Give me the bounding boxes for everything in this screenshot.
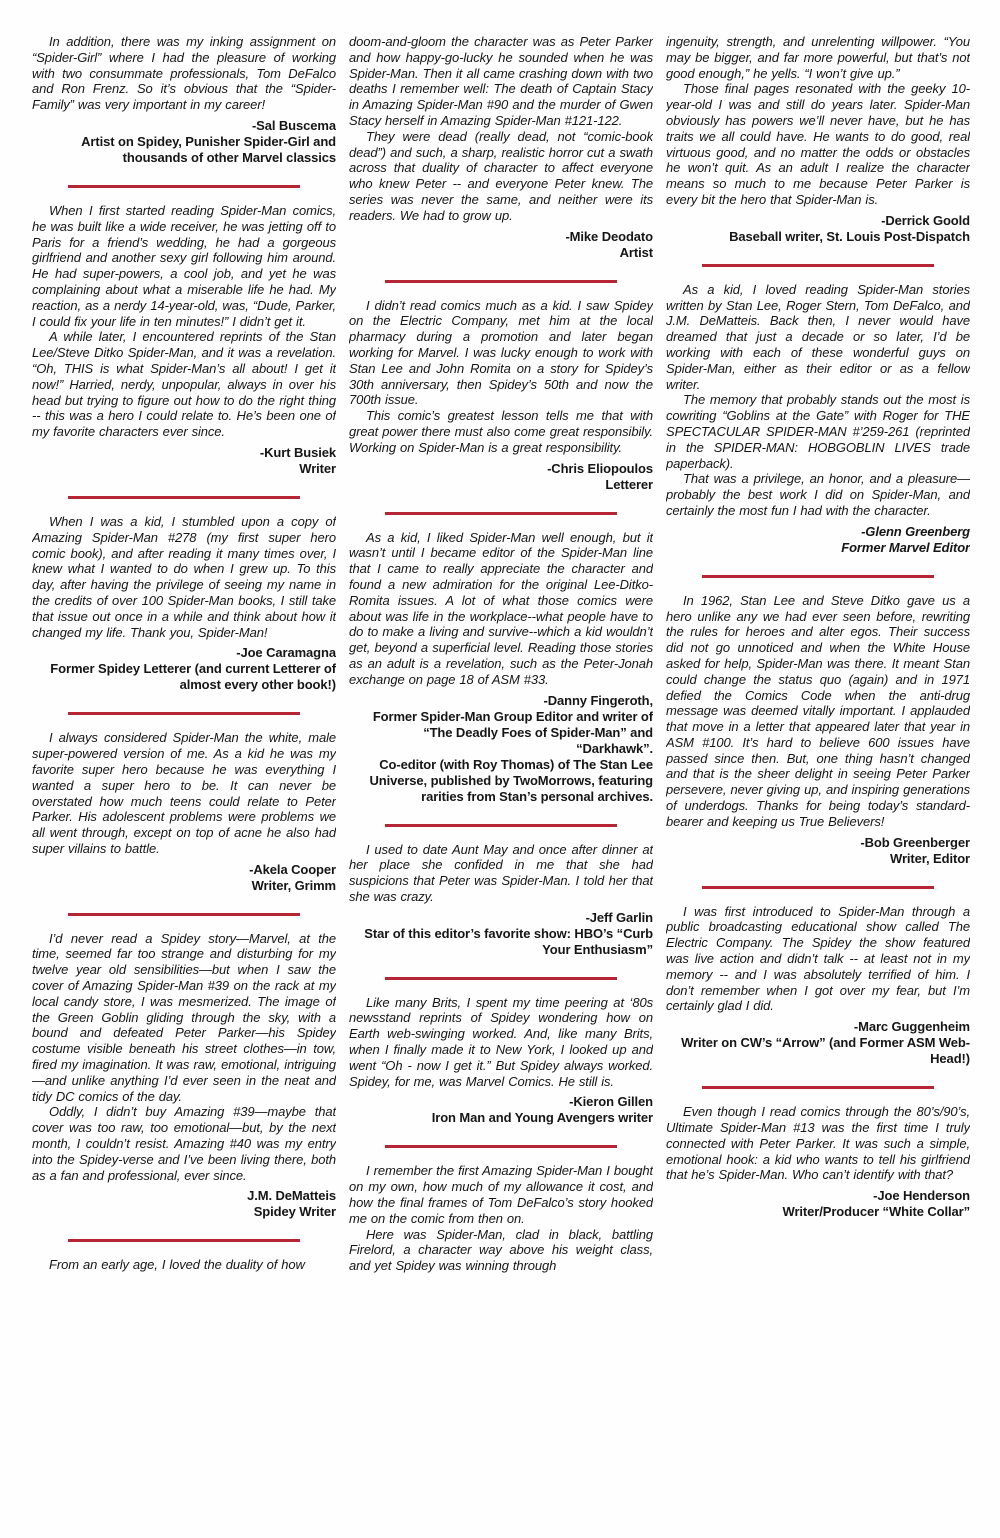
testimonial-paragraph: I’d never read a Spidey story—Marvel, at the time, seemed far too strange and disturbing for my twelve year old sensibilities—but when I saw the cover of Amazing Spider-Man #39 on the rack at my local candy store, I was mesmerized. The image of the Green Goblin gliding through the sky, with a bound and defeated Peter Parker—his Spidey costume visible beneath his street clothes—in tow, fired my imagination. It was raw, emotional, intriguing—and unlike anything I’d ever seen in the neat and tidy DC comics of the day.	[32, 930, 336, 1104]
attribution-line: -Derrick Goold	[881, 212, 970, 228]
testimonial-paragraph: From an early age, I loved the duality of how	[49, 1257, 305, 1273]
testimonial-section	[349, 842, 653, 958]
attribution-line: Artist on Spidey, Punisher Spider-Girl and thousands of other Marvel classics	[81, 133, 336, 165]
section-divider	[32, 175, 336, 193]
attribution-line: -Marc Guggenheim	[853, 1019, 970, 1035]
testimonial-paragraph: The memory that probably stands out the most is cowriting “Goblins at the Gate” with Roger for THE SPECTACULAR SPIDER-MAN #’259-261 (reprinted in the SPIDER-MAN: HOBGOBLIN LIVES trade paperback).	[666, 392, 970, 471]
divider-rule	[702, 264, 933, 267]
attribution-line: J.M. DeMatteis	[247, 1188, 336, 1204]
attribution-line: -Chris Eliopoulos	[547, 460, 653, 476]
testimonial-section	[32, 203, 336, 477]
testimonial-section	[349, 530, 653, 805]
attribution-block	[666, 1019, 970, 1067]
section-divider	[349, 967, 653, 985]
testimonial-paragraph: A while later, I encountered reprints of the Stan Lee/Steve Ditko Spider-Man, and it was a revelation. “Oh, THIS is what Spider-Man’s all about! I get it now!” Harried, nerdy, unpopular, always in over his head but trying to figure out how to do the right thing -- this was a hero I could relate to. He’s been one of my favorite characters ever since.	[32, 329, 336, 440]
attribution-block	[666, 524, 970, 556]
testimonial-section	[349, 34, 653, 261]
testimonial-section	[32, 34, 336, 166]
text-column-3	[666, 34, 970, 1514]
attribution-line: Former Spider-Man Group Editor and writer of “The Deadly Foes of Spider-Man” and “Darkhawk”.	[372, 708, 653, 756]
testimonial-section	[349, 298, 653, 493]
section-divider	[32, 903, 336, 921]
divider-rule	[68, 1239, 299, 1242]
attribution-line: Writer, Grimm	[251, 877, 336, 893]
testimonial-paragraph: As a kid, I liked Spider-Man well enough, but it wasn’t until I became editor of the Spider-Man line that I came to really appreciate the character and found a new admiration for the original Lee-Ditko-Romita issues. A lot of what those comics were about was life in the workplace--what people have to do to make a living and survive--which a kid wouldn’t get, beyond a superficial level. Reading those stories as an adult is a revelation, such as the Peter-Jonah exchange on page 18 of ASM #33.	[349, 529, 653, 687]
attribution-line: Former Spidey Letterer (and current Letterer of almost every other book!)	[50, 661, 336, 693]
testimonial-paragraph: I remember the first Amazing Spider-Man I bought on my own, how much of my allowance it cost, and how the final frames of Tom DeFalco’s story hooked me on the comic from then on.	[349, 1163, 653, 1226]
testimonial-paragraph: This comic’s greatest lesson tells me that with great power there must also come great responsibily. Working on Spider-Man is a great responsibility.	[349, 408, 653, 455]
testimonial-section	[349, 995, 653, 1127]
divider-rule	[702, 1086, 933, 1089]
divider-rule	[385, 1145, 616, 1148]
divider-rule	[385, 824, 616, 827]
testimonial-paragraph: Even though I read comics through the 80’s/90’s, Ultimate Spider-Man #13 was the first time I truly connected with Peter Parker. It was such a simple, emotional hook: a kid who wants to tell his girlfriend that he’s Spider-Man. Who can’t identify with that?	[666, 1104, 970, 1183]
divider-rule	[702, 575, 933, 578]
section-divider	[32, 486, 336, 504]
testimonial-paragraph: When I first started reading Spider-Man comics, he was built like a wide receiver, he was jetting off to Paris for a friend’s wedding, he had a gorgeous girlfriend and another sexy girl following him around. He had super-powers, a cool job, and yet he was complaining about what a miserable life he had. My reaction, as a nerdy 14-year-old, was, “Dude, Parker, I could fix your life in ten minutes!” I didn’t get it.	[32, 202, 336, 329]
section-divider	[666, 565, 970, 583]
testimonial-section	[32, 730, 336, 893]
testimonial-section	[666, 1104, 970, 1220]
attribution-block	[32, 645, 336, 693]
section-divider	[666, 254, 970, 272]
attribution-line: Letterer	[605, 476, 653, 492]
testimonial-paragraph: Oddly, I didn’t buy Amazing #39—maybe that cover was too raw, too emotional—but, by the next month, I couldn’t resist. Amazing #40 was my entry into the Spidey-verse and I’ve been living there, both as a fan and professional, ever since.	[32, 1104, 336, 1183]
section-divider	[349, 814, 653, 832]
attribution-line: -Sal Buscema	[251, 117, 336, 133]
testimonial-section	[32, 514, 336, 693]
testimonial-paragraph: ingenuity, strength, and unrelenting willpower. “You may be bigger, and far more powerful, but that’s not good enough,” he yells. “I won’t give up.”	[666, 34, 970, 81]
testimonial-paragraph: As a kid, I loved reading Spider-Man stories written by Stan Lee, Roger Stern, Tom DeFalco, and J.M. DeMatteis. Back then, I never would have dreamed that just a decade or so later, I’d be working with each of these wonderful guys on Spider-Man, either as their editor or as a fellow writer.	[666, 281, 970, 392]
section-divider	[666, 1076, 970, 1094]
attribution-line: Writer, Editor	[890, 850, 970, 866]
attribution-block	[32, 118, 336, 166]
attribution-line: Baseball writer, St. Louis Post-Dispatch	[729, 228, 970, 244]
section-divider	[349, 502, 653, 520]
attribution-line: -Bob Greenberger	[860, 834, 970, 850]
divider-rule	[385, 280, 616, 283]
text-column-2	[349, 34, 653, 1514]
attribution-line: Former Marvel Editor	[841, 539, 970, 555]
divider-rule	[68, 712, 299, 715]
attribution-line: -Mike Deodato	[565, 228, 653, 244]
testimonial-paragraph: I didn’t read comics much as a kid. I saw Spidey on the Electric Company, met him at the local pharmacy during a promotion and later began working for Marvel. I was lucky enough to work with Stan Lee and John Romita on a story for Spidey’s 30th anniversary, then Spidey’s 50th and now the 700th issue.	[349, 297, 653, 408]
attribution-line: Star of this editor’s favorite show: HBO’s “Curb Your Enthusiasm”	[364, 925, 653, 957]
divider-rule	[385, 512, 616, 515]
attribution-line: -Kieron Gillen	[569, 1094, 653, 1110]
testimonial-paragraph: In addition, there was my inking assignment on “Spider-Girl” where I had the pleasure of working with two consummate professionals, Tom DeFalco and Ron Frenz. So it’s obvious that the “Spider-Family” was very important in my career!	[32, 34, 336, 113]
attribution-block	[349, 461, 653, 493]
attribution-block	[666, 213, 970, 245]
attribution-block	[32, 1188, 336, 1220]
testimonial-section	[666, 34, 970, 245]
attribution-block	[349, 910, 653, 958]
divider-rule	[68, 913, 299, 916]
testimonial-paragraph: They were dead (really dead, not “comic-book dead”) and such, a sharp, realistic horror cut a swath across that duality of character to affect everyone who knew Peter -- and everyone Peter knew. The series was never the same, and neither were its readers. We had to grow up.	[349, 128, 653, 223]
divider-rule	[702, 886, 933, 889]
testimonial-section	[32, 1257, 336, 1273]
testimonial-paragraph: In 1962, Stan Lee and Steve Ditko gave us a hero unlike any we had ever seen before, rewriting the rules for heroes and alter egos. Their success did not go unnoticed and when the White House asked for help, Spider-Man was there. It meant Stan could change the status quo (again) and in 1971 defied the Comics Code when the anti-drug message was deemed vitally important. I applauded that move in a letter that appeared later that year in ASM #100. It’s hard to believe 600 issues have passed since then. But, one thing hasn’t changed and that is the sheer delight in seeing Peter Parker persevere, never giving up, and inspiring generations of underdogs. Thanks for being today’s standard-bearer and keeping us True Believers!	[666, 592, 970, 829]
testimonial-paragraph: doom-and-gloom the character was as Peter Parker and how happy-go-lucky he sounded when he was Spider-Man. Then it all came crashing down with two deaths I remember well: The death of Captain Stacy in Amazing Spider-Man #90 and the murder of Gwen Stacy herself in Amazing Spider-Man #121-122.	[349, 34, 653, 128]
testimonial-section	[32, 931, 336, 1221]
attribution-line: Artist	[619, 244, 653, 260]
attribution-line: -Kurt Busiek	[259, 444, 336, 460]
divider-rule	[68, 496, 299, 499]
attribution-line: Writer on CW’s “Arrow” (and Former ASM Web-Head!)	[681, 1035, 970, 1067]
testimonial-paragraph: Those final pages resonated with the geeky 10-year-old I was and still do years later. Spider-Man obviously has powers we’ll never have, but he has traits we all could have. He wants to do good, real virtuous good, and no matter the odds or obstacles he won’t quit. As an adult I realize the character means so much to me because Peter Parker is every bit the hero that Spider-Man is.	[666, 81, 970, 207]
attribution-block	[666, 835, 970, 867]
attribution-line: -Glenn Greenberg	[861, 523, 970, 539]
testimonial-paragraph: Like many Brits, I spent my time peering at ‘80s newsstand reprints of Spidey wondering how on Earth web-swinging worked. And, like many Brits, when I finally made it to New York, I looked up and went “Oh - now I get it.” But Spidey always worked. Spidey, for me, was Marvel Comics. He still is.	[349, 994, 653, 1089]
attribution-block	[349, 1094, 653, 1126]
attribution-line: Iron Man and Young Avengers writer	[431, 1110, 653, 1126]
testimonial-section	[666, 282, 970, 556]
attribution-line: Co-editor (with Roy Thomas) of The Stan Lee Universe, published by TwoMorrows, featuring rarities from Stan’s personal archives.	[369, 756, 653, 804]
attribution-line: -Jeff Garlin	[585, 909, 653, 925]
attribution-block	[666, 1188, 970, 1220]
testimonial-paragraph: Here was Spider-Man, clad in black, battling Firelord, a character way above his weight class, and yet Spidey was winning through	[349, 1226, 653, 1274]
testimonial-paragraph: I used to date Aunt May and once after dinner at her place she confided in me that she had suspicions that Peter was Spider-Man. I told her that she was crazy.	[349, 841, 653, 904]
section-divider	[349, 270, 653, 288]
section-divider	[32, 1229, 336, 1247]
divider-rule	[68, 185, 299, 188]
testimonial-section	[666, 593, 970, 867]
testimonial-paragraph: I always considered Spider-Man the white, male super-powered version of me. As a kid he was my favorite super hero because he was everything I wanted a super hero to be. It can never be overstated how much teens could relate to Peter Parker. His adolescent problems were problems we all went through, except on top of acne he also had super villains to battle.	[32, 730, 336, 856]
testimonial-section	[349, 1163, 653, 1274]
section-divider	[666, 876, 970, 894]
text-column-1	[32, 34, 336, 1514]
attribution-block	[32, 445, 336, 477]
attribution-block	[32, 862, 336, 894]
attribution-line: -Akela Cooper	[249, 861, 336, 877]
attribution-line: -Joe Caramagna	[236, 645, 336, 661]
testimonial-paragraph: That was a privilege, an honor, and a pleasure—probably the best work I did on Spider-Man, and certainly the most fun I had with the character.	[666, 471, 970, 518]
attribution-line: Writer/Producer “White Collar”	[782, 1204, 970, 1220]
attribution-line: -Danny Fingeroth,	[543, 692, 653, 708]
attribution-line: Writer	[299, 460, 336, 476]
attribution-line: -Joe Henderson	[873, 1188, 970, 1204]
section-divider	[349, 1135, 653, 1153]
section-divider	[32, 702, 336, 720]
divider-rule	[385, 977, 616, 980]
attribution-line: Spidey Writer	[253, 1204, 336, 1220]
attribution-block	[349, 693, 653, 805]
testimonial-paragraph: When I was a kid, I stumbled upon a copy of Amazing Spider-Man #278 (my first super hero comic book), and after reading it many times over, I knew what I wanted to do when I grew up. To this day, after having the privilege of seeing my name in the credits of over 100 Spider-Man books, I still take that issue out once in a while and think about how it changed my life. Thank you, Spider-Man!	[32, 513, 336, 640]
testimonial-section	[666, 904, 970, 1068]
testimonial-paragraph: I was first introduced to Spider-Man through a public broadcasting educational show called The Electric Company. The Spidey the show featured was live action and didn’t talk -- at least not in my memory -- and I was absolutely terrified of him. I don’t remember when I got over my fear, but I’m certainly glad I did.	[666, 903, 970, 1014]
attribution-block	[349, 229, 653, 261]
